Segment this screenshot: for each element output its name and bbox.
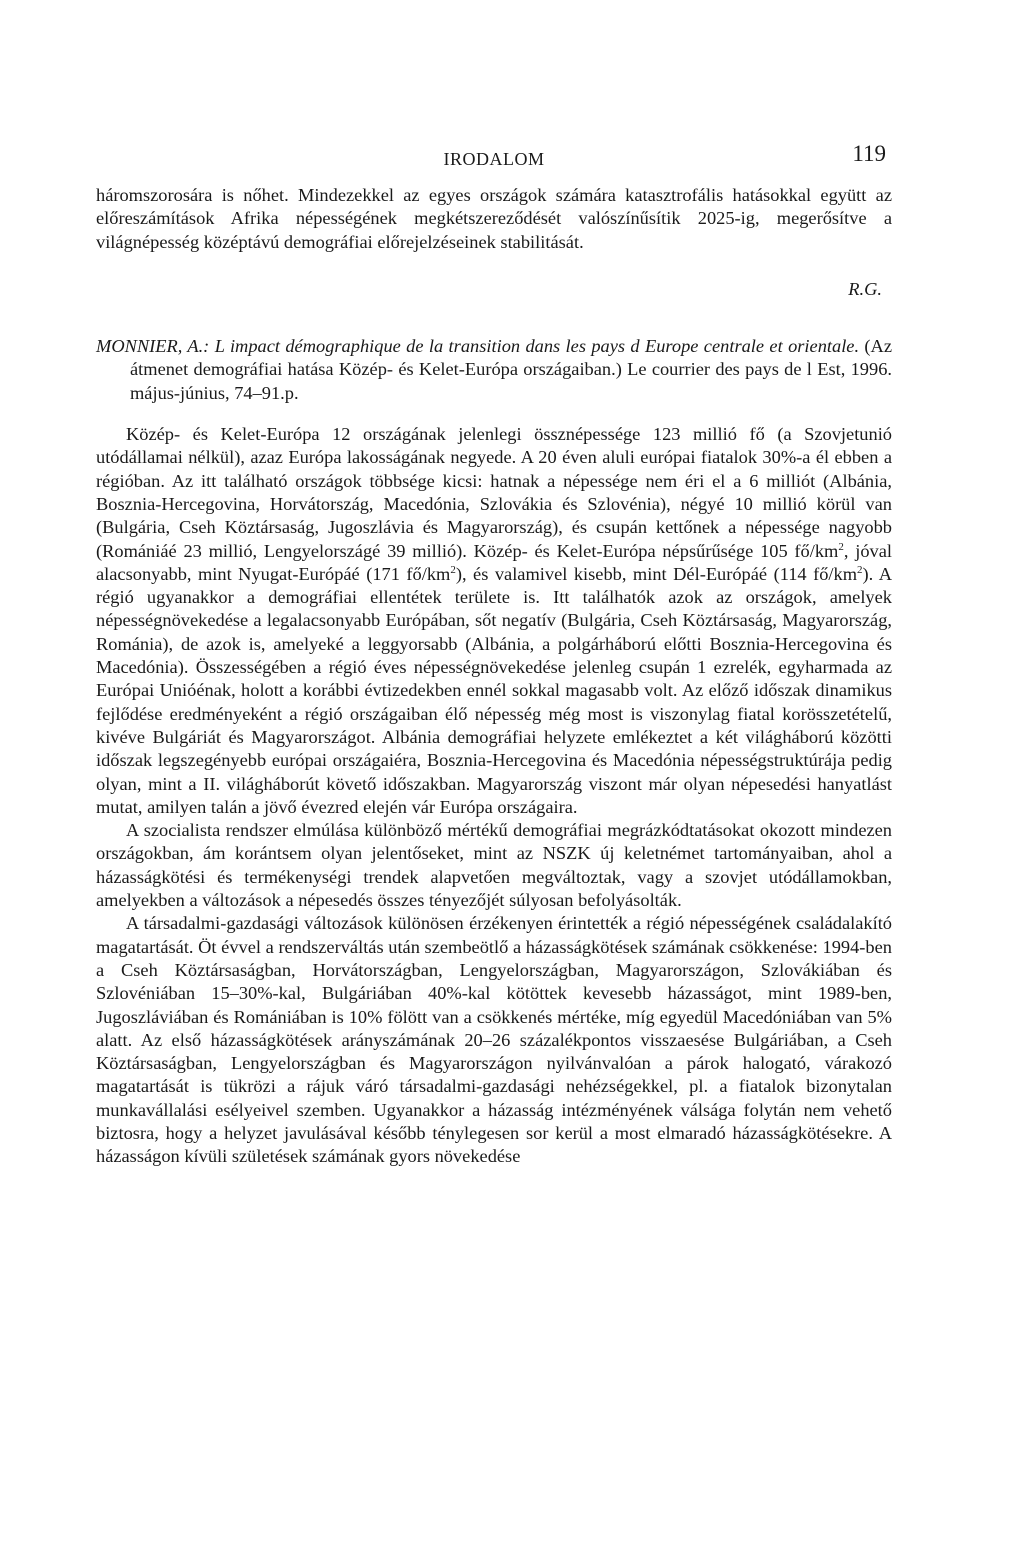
superscript-2: 2 bbox=[450, 563, 456, 576]
body-paragraph-3: A társadalmi-gazdasági változások különösen érzékenyen érintették a régió népességének családalakító magatartását. Öt évvel a rendszerváltás után szembeötlő a házasságkötések számának csökkenése: 1994-ben a Cseh Köztársaságban, Horvátországban, Lengyelországban, Magyarországon, Szlovákiában és Szlovéniában 15–30%-kal, Bulgáriában 40%-kal kötöttek kevesebb házasságot, mint 1989-ben, Jugoszláviában és Romániában is 10% fölött van a csökkenés mértéke, míg egyedül Macedóniában van 5% alatt. Az első házasságkötések arányszámának 20–26 százalékpontos visszaesése Bulgáriában, a Cseh Köztársaságban, Lengyelországban és Magyarországon nyilvánvalóan a párok halogató, várakozó magatartását is tükrözi a rájuk váró társadalmi-gazdasági nehézségekkel, pl. a fiatalok bizonytalan munkavállalási esélyeivel szemben. Ugyanakkor a házasság intézményének válsága folytán nem vehető biztosra, hogy a helyzet javulásával később ténylegesen sor kerül a most elmaradó házasságkötésekre. A házasságon kívüli születések számának gyors növekedése bbox=[96, 913, 892, 1167]
superscript-2: 2 bbox=[857, 563, 863, 576]
citation-title: L impact démographique de la transition dans les pays d Europe centrale et orientale. bbox=[214, 336, 860, 357]
intro-paragraph: háromszorosára is nőhet. Mindezekkel az egyes országok számára katasztrofális hatásokkal együtt az előreszámítások Afrika népességének megkétszereződését valószínűsítik 2025-ig, megerősítve a világnépesség középtávú demográfiai előrejelzéseinek stabilitását. bbox=[96, 185, 892, 252]
citation-author: MONNIER, A.: bbox=[96, 336, 210, 357]
body-paragraph-1: Közép- és Kelet-Európa 12 országának jelenlegi össznépessége 123 millió fő (a Szovjetunió utódállamai nélkül), azaz Európa lakosságának negyede. A 20 éven aluli európai fiatalok 30%-a él ebben a régióban. Az itt található országok többsége kicsi: hatnak a népessége nem éri el a 6 milliót (Albánia, Bosznia-Hercegovina, Horvátország, Macedónia, Szlovákia és Szlovénia), négyé 10 millió körül van (Bulgária, Cseh Köztársaság, Jugoszlávia és Magyarország), és csupán kettőnek a népessége nagyobb (Romániáé 23 millió, Lengyelországé 39 millió). Közép- és Kelet-Európa népsűrűsége 105 $fő/km^2$, jóval alacsonyabb, mint Nyugat-Európáé (171 $fő/km^2$), és valamivel kisebb, mint Dél-Európáé (114 $fő/km^2$). A régió ugyanakkor a demográfiai ellentétek területe is. Itt találhatók azok az országok, amelyek népességnövekedése a legalacsonyabb Európában, sőt negatív (Bulgária, Cseh Köztársaság, Magyarország, Románia), de azok is, amelyeké a leggyorsabb (Albánia, a polgárháború előtti Bosznia-Hercegovina és Macedónia). Összességében a régió éves népességnövekedése jelenleg csupán 1 ezrelék, egyharmada az Európai Unióénak, holott a korábbi évtizedekben ennél sokkal magasabb volt. Az előző időszak dinamikus fejlődése eredményeként a régió országaiban élő népesség még most is viszonylag fiatal korösszetételű, kivéve Bulgáriát és Magyarországot. Albánia demográfiai helyzete emlékeztet a két világháború közötti időszak legszegényebb európai országaiéra, Bosznia-Hercegovina és Macedónia népességstruktúrája pedig olyan, mint a II. világháborút követő időszakban. Magyarország viszont már olyan népesedési hanyatlást mutat, amilyen talán a jövő évezred elején vár Európa országaira. bbox=[96, 424, 892, 817]
body-paragraph-2: A szocialista rendszer elmúlása különböző mértékű demográfiai megrázkódtatásokat okozott mindezen országokban, ám korántsem olyan jelentőseket, mint az NSZK új keletnémet tartományaiban, ahol a házasságkötési és termékenységi trendek alapvetően megváltoztak, vagy a szovjet utódállamokban, amelyekben a változások a népesedés összes tényezőjét súlyosan befolyásolták. bbox=[96, 820, 892, 911]
superscript-2: 2 bbox=[838, 540, 844, 553]
reviewer-signature: R.G. bbox=[848, 278, 882, 299]
running-title: IRODALOM bbox=[443, 149, 545, 169]
citation-details: (Az átmenet demográfiai hatása Közép- és Kelet-Európa országaiban.) Le courrier des pays de l Est, 1996. május-június, 74–91.p. bbox=[130, 336, 892, 403]
page-number: 119 bbox=[852, 141, 886, 166]
citation bbox=[96, 335, 892, 405]
running-head bbox=[96, 140, 892, 184]
page bbox=[96, 140, 892, 1169]
